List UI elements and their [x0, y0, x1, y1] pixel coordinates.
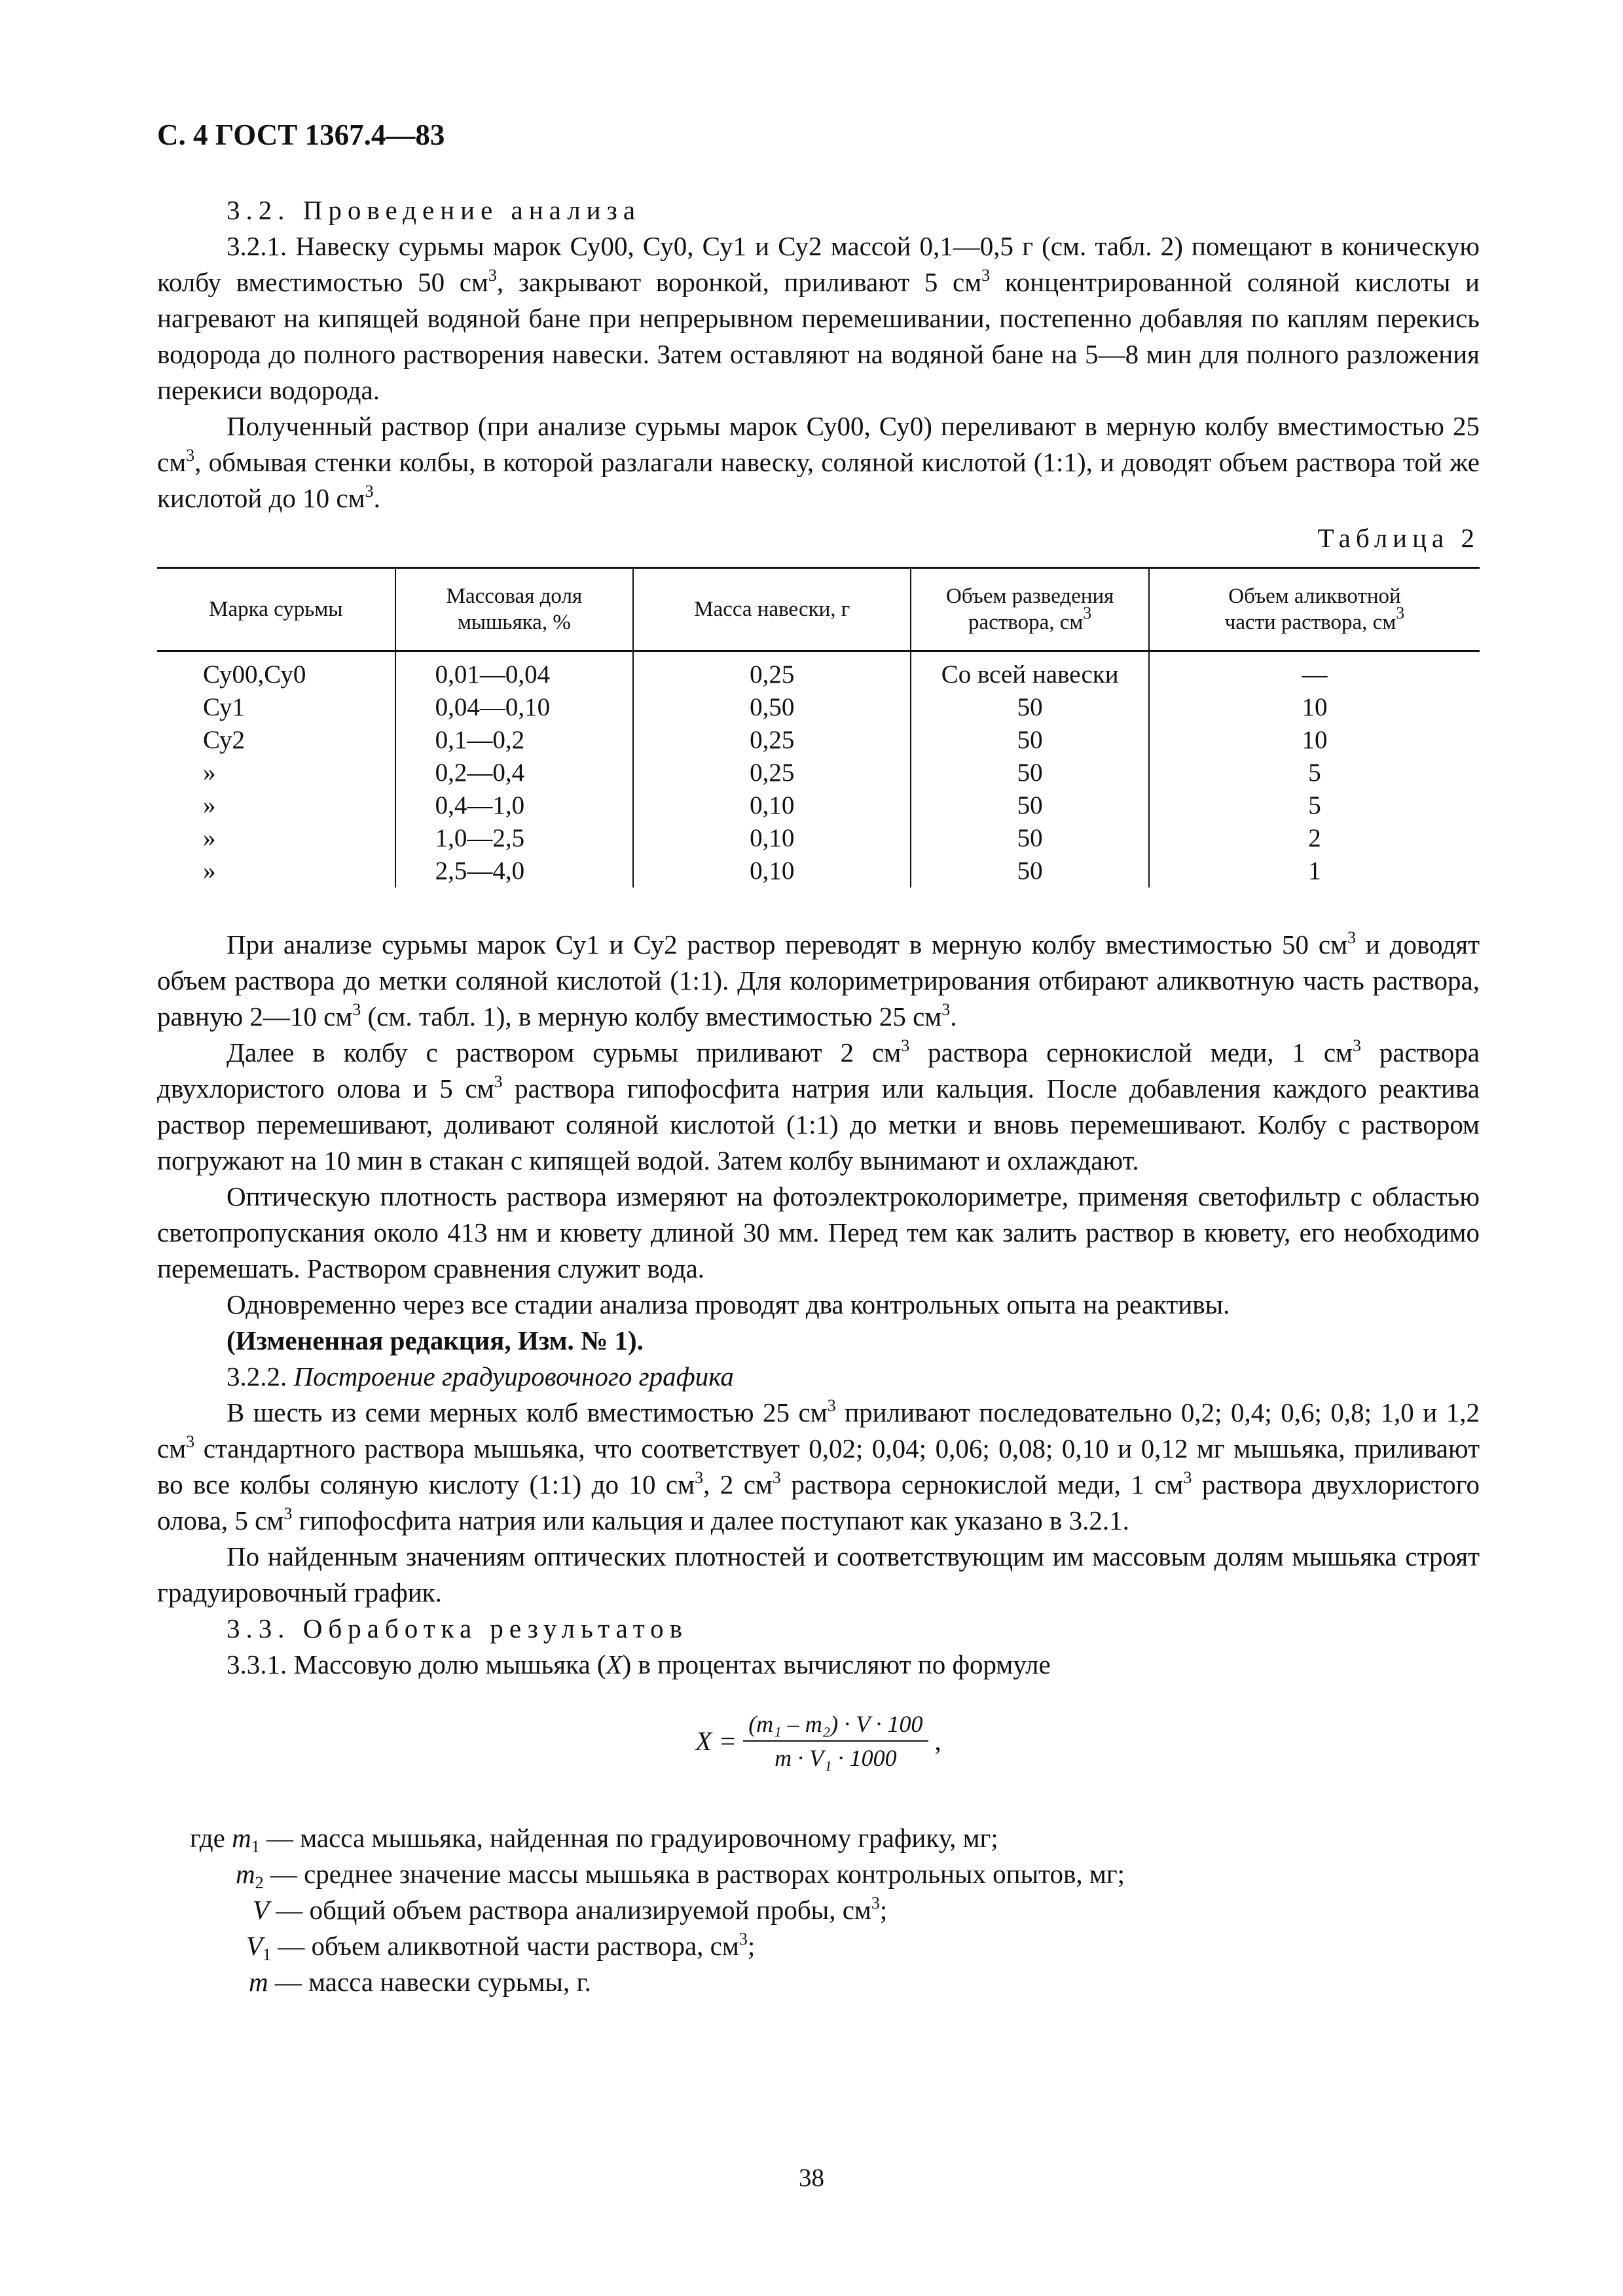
superscript: 3 — [772, 1468, 781, 1487]
text: — объем аликвотной части раствора, см — [271, 1931, 739, 1961]
text: , 2 см — [703, 1469, 773, 1499]
table-header-row — [157, 568, 1480, 651]
table-cell: Со всей навески — [911, 651, 1149, 692]
text: раствора двухлористого олова и 5 см — [157, 1037, 1480, 1103]
text: — среднее значение массы мышьяка в растворах контрольных опытов, мг; — [263, 1859, 1125, 1889]
table-cell: 10 — [1149, 691, 1480, 724]
superscript: 3 — [739, 1929, 748, 1948]
text: . — [373, 483, 380, 513]
table-cell: 5 — [1149, 789, 1480, 822]
paragraph-reagents — [157, 1035, 1480, 1179]
paragraph-su1-su2 — [157, 927, 1480, 1035]
table-cell: 0,10 — [633, 822, 911, 855]
definition-v1 — [157, 1928, 1480, 1964]
definition-m — [157, 1964, 1480, 2000]
text: 3.2.1. Навеску сурьмы марок Су00, Су0, Су1 и Су2 массой 0,1—0,5 г (см. табл. 2) помещают в коническую колбу вместимостью 50 см — [157, 231, 1480, 297]
superscript: 3 — [901, 1036, 910, 1055]
paragraph-calibration-graph: По найденным значениям оптических плотностей и соответствующим им массовым долям мышьяка строят градуировочный график. — [157, 1541, 1480, 1607]
definition-v — [157, 1892, 1480, 1928]
text: — масса навески сурьмы, г. — [268, 1967, 591, 1997]
table-caption: Таблица 2 — [1317, 523, 1480, 553]
table-cell: 50 — [911, 757, 1149, 789]
text: Масса навески, г — [694, 598, 850, 621]
text: стандартного раствора мышьяка, что соответствует 0,02; 0,04; 0,06; 0,08; 0,10 и 0,12 мг мышьяка, приливают во все колбы соляную кислоту (1:1) до 10 см — [157, 1433, 1480, 1499]
text: мышьяка, % — [457, 611, 571, 634]
table-cell: Су1 — [203, 693, 246, 721]
text: (см. табл. 1), в мерную колбу вместимостью 25 см — [361, 1001, 942, 1031]
section-title: Построение градуировочного графика — [293, 1361, 734, 1391]
superscript: 3 — [1183, 1468, 1192, 1487]
text: раствора сернокислой меди, 1 см — [909, 1037, 1353, 1067]
table-row — [157, 822, 1480, 855]
table-cell: — — [1149, 651, 1480, 692]
paragraph-control-tests: Одновременно через все стадии анализа проводят два контрольных опыта на реактивы. — [227, 1289, 1230, 1319]
text: Полученный раствор (при анализе сурьмы марок Су00, Су0) переливают в мерную колбу вместимостью 25 см — [157, 411, 1480, 477]
table-cell: 0,4—1,0 — [395, 789, 634, 822]
formula — [157, 1708, 1480, 1774]
paragraph-3-2-1 — [157, 228, 1480, 408]
table-row — [157, 691, 1480, 724]
table-cell: 50 — [911, 855, 1149, 888]
header-sample-mass — [633, 568, 911, 651]
text: Далее в колбу с раствором сурьмы приливают 2 см — [227, 1037, 902, 1067]
text: Массовая доля — [446, 584, 583, 608]
text: ; — [747, 1931, 756, 1961]
table-cell: Су00,Су0 — [203, 660, 306, 689]
superscript: 3 — [494, 1072, 503, 1091]
paragraph-3-3-1 — [157, 1647, 1480, 1683]
text: раствора сернокислой меди, 1 см — [780, 1469, 1184, 1499]
text: гипофосфита натрия или кальция и далее поступают как указано в 3.2.1. — [292, 1505, 1129, 1535]
table-cell: 0,01—0,04 — [395, 651, 634, 692]
superscript: 3 — [1396, 603, 1405, 622]
header-mass-fraction — [395, 568, 634, 651]
section-number: 3.2.2. — [227, 1361, 294, 1391]
table-cell: 0,04—0,10 — [395, 691, 634, 724]
superscript: 3 — [827, 1396, 836, 1415]
subscript: 2 — [255, 1873, 264, 1892]
table-cell: 0,50 — [633, 691, 911, 724]
superscript: 3 — [186, 1432, 195, 1451]
header-grade — [157, 568, 395, 651]
text: ; — [879, 1895, 888, 1925]
table-cell: 1 — [1149, 855, 1480, 888]
text: Марка сурьмы — [209, 598, 343, 621]
table-cell: 2 — [1149, 822, 1480, 855]
header-dilution-volume — [911, 568, 1149, 651]
amendment-note: (Измененная редакция, Изм. № 1). — [227, 1325, 644, 1355]
formula-denominator: m · V₁ · 1000 — [775, 1745, 897, 1771]
superscript: 3 — [186, 446, 195, 465]
text: раствора гипофосфита натрия или кальция. После добавления каждого реактива раствор перемешивают, доливают соляной кислотой (1:1) до метки и вновь перемешивают. Колбу с раствором погружают на 10 мин в стакан с кипящей водой. Затем колбу вынимают и охлаждают. — [157, 1073, 1480, 1175]
table-cell: 0,10 — [633, 855, 911, 888]
section-3-3-title: 3.3. Обработка результатов — [227, 1613, 689, 1643]
table-cell: 10 — [1149, 724, 1480, 757]
table-row — [157, 757, 1480, 789]
superscript: 3 — [1083, 603, 1092, 622]
table-cell: 50 — [911, 789, 1149, 822]
header-aliquot-volume — [1149, 568, 1480, 651]
table-cell: Су2 — [203, 726, 246, 754]
table-cell: 0,25 — [633, 724, 911, 757]
text: 3.3.1. Массовую долю мышьяка ( — [227, 1649, 606, 1679]
text: — масса мышьяка, найденная по градуировочному графику, мг; — [259, 1823, 998, 1853]
table-cell: 0,25 — [633, 651, 911, 692]
table-row — [157, 724, 1480, 757]
symbol: m — [236, 1859, 255, 1889]
paragraph-optical-density: Оптическую плотность раствора измеряют на фотоэлектроколориметре, применяя светофильтр с областью светопропускания около 413 нм и кювету длиной 30 мм. Перед тем как залить раствор в кювету, его необходимо перемешать. Раствором сравнения служит вода. — [157, 1181, 1480, 1283]
table-cell: 50 — [911, 724, 1149, 757]
definition-m1 — [157, 1820, 1480, 1856]
formula-numerator: (m₁ – m₂) · V · 100 — [743, 1708, 928, 1742]
table-cell: 0,25 — [633, 757, 911, 789]
table-row — [157, 651, 1480, 692]
superscript: 3 — [1347, 928, 1357, 947]
variable-definitions — [157, 1820, 1480, 2000]
symbol: m — [249, 1967, 268, 1997]
table-cell: » — [203, 791, 216, 819]
text: концентрированной соляной кислоты и нагревают на кипящей водяной бане при непрерывном перемешивании, постепенно добавляя по каплям перекись водорода до полного растворения навески. Затем оставляют на водяной бане на 5—8 мин для полного разложения перекиси водорода. — [157, 267, 1480, 405]
paragraph-calibration — [157, 1395, 1480, 1539]
symbol: m — [232, 1823, 251, 1853]
formula-fraction — [743, 1708, 928, 1774]
table-cell: » — [203, 824, 216, 852]
text: части раствора, см — [1224, 611, 1396, 634]
definition-m2 — [157, 1856, 1480, 1892]
text: — общий объем раствора анализируемой пробы, см — [269, 1895, 871, 1925]
page-number: 38 — [799, 2164, 824, 2192]
text: где — [190, 1823, 232, 1853]
text: приливают последовательно 0,2; 0,4; 0,6; 0,8; 1,0 и 1,2 см — [157, 1397, 1480, 1463]
table-cell: » — [203, 759, 216, 787]
superscript: 3 — [488, 266, 497, 285]
text: и доводят объем раствора до метки соляной кислотой (1:1). Для колориметрирования отбирают аликвотную часть раствора, равную 2—10 см — [157, 929, 1480, 1031]
text: раствора двухлористого олова, 5 см — [157, 1469, 1480, 1535]
paragraph-solution-transfer — [157, 408, 1480, 516]
table-cell: 0,1—0,2 — [395, 724, 634, 757]
superscript: 3 — [695, 1468, 704, 1487]
section-3-2-title: 3.2. Проведение анализа — [227, 195, 642, 225]
text: В шесть из семи мерных колб вместимостью 25 см — [227, 1397, 828, 1427]
table-cell: 50 — [911, 691, 1149, 724]
superscript: 3 — [352, 1000, 361, 1019]
formula-lhs: X = — [695, 1726, 737, 1756]
symbol: V — [253, 1895, 270, 1925]
text: , закрывают воронкой, приливают 5 см — [496, 267, 982, 297]
superscript: 3 — [1352, 1036, 1361, 1055]
variable-x: X — [606, 1649, 623, 1679]
text: . — [950, 1001, 957, 1031]
table-cell: 1,0—2,5 — [395, 822, 634, 855]
table-cell: 0,10 — [633, 789, 911, 822]
symbol: V — [246, 1931, 263, 1961]
table-row — [157, 789, 1480, 822]
section-3-2-2-title — [157, 1359, 1480, 1395]
text: , обмывая стенки колбы, в которой разлагали навеску, соляной кислотой (1:1), и доводят объем раствора той же кислотой до 10 см — [157, 447, 1480, 513]
text: При анализе сурьмы марок Су1 и Су2 раствор переводят в мерную колбу вместимостью 50 см — [227, 929, 1348, 960]
table-2 — [157, 567, 1480, 888]
subscript: 1 — [251, 1837, 260, 1856]
table-row — [157, 855, 1480, 888]
table-cell: 50 — [911, 822, 1149, 855]
table-cell: 0,2—0,4 — [395, 757, 634, 789]
text: ) в процентах вычисляют по формуле — [622, 1649, 1051, 1679]
page-header: С. 4 ГОСТ 1367.4—83 — [157, 118, 445, 151]
text: Объем аликвотной — [1228, 584, 1401, 608]
formula-tail: , — [934, 1726, 941, 1756]
table-cell: 5 — [1149, 757, 1480, 789]
superscript: 3 — [283, 1504, 293, 1523]
table-cell: » — [203, 857, 216, 885]
superscript: 3 — [365, 482, 374, 501]
document-page — [157, 115, 1480, 2000]
text: Объем разведения — [945, 584, 1114, 608]
text: раствора, см — [968, 611, 1084, 634]
superscript: 3 — [941, 1000, 951, 1019]
table-cell: 2,5—4,0 — [395, 855, 634, 888]
superscript: 3 — [981, 266, 991, 285]
subscript: 1 — [263, 1945, 272, 1964]
superscript: 3 — [871, 1893, 880, 1912]
